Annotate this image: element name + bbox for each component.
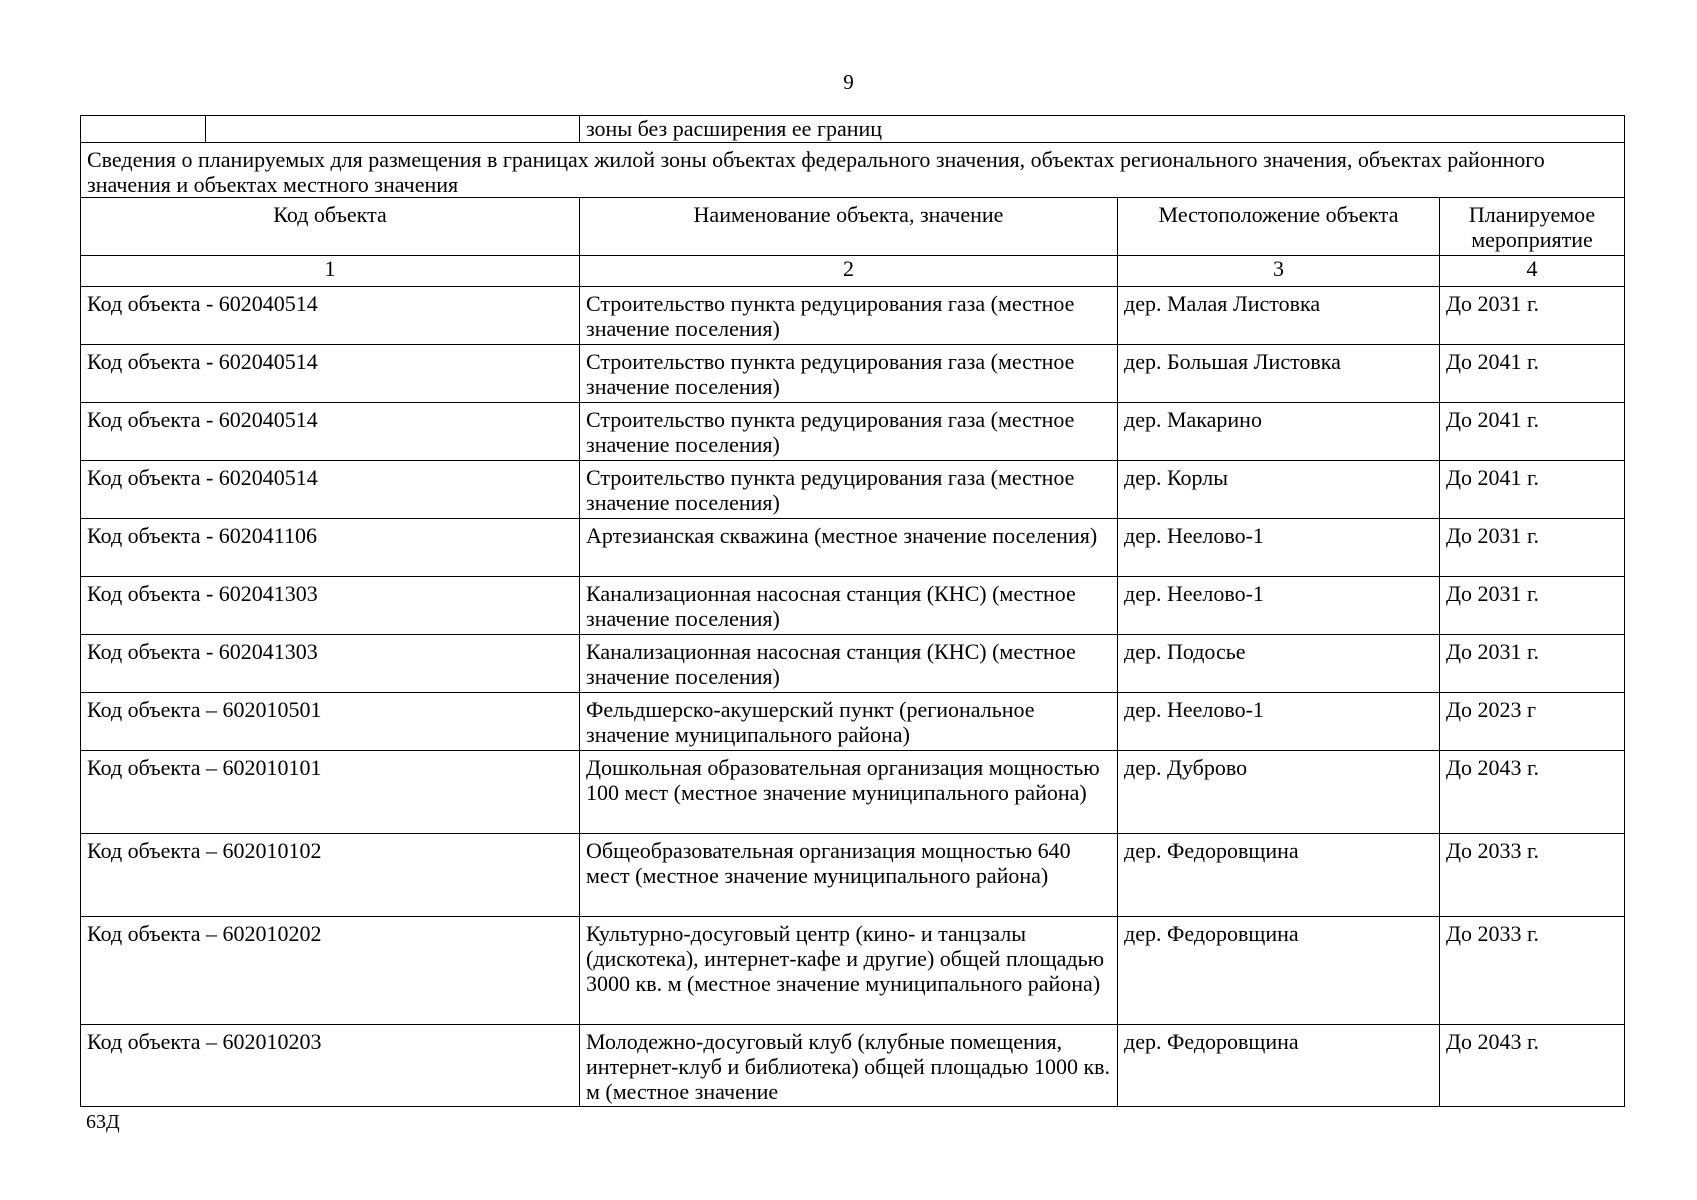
planned-objects-table: [80, 115, 1625, 1107]
object-event: До 2023 г: [1440, 693, 1625, 751]
object-location: дер. Федоровщина: [1118, 917, 1440, 1025]
column-numbers-row: [81, 256, 1625, 287]
object-code: Код объекта - 602040514: [81, 345, 580, 403]
table-row: [81, 917, 1625, 1025]
column-number: 2: [580, 256, 1118, 287]
object-name: Строительство пункта редуцирования газа (местное значение поселения): [580, 403, 1118, 461]
object-event: До 2031 г.: [1440, 635, 1625, 693]
table-row: [81, 635, 1625, 693]
object-code: Код объекта - 602041303: [81, 635, 580, 693]
table-row: [81, 751, 1625, 834]
object-location: дер. Дуброво: [1118, 751, 1440, 834]
table-row: [81, 461, 1625, 519]
header-row: [81, 198, 1625, 256]
object-name: Строительство пункта редуцирования газа (местное значение поселения): [580, 287, 1118, 345]
empty-cell: [81, 116, 206, 143]
object-event: До 2043 г.: [1440, 751, 1625, 834]
object-name: Канализационная насосная станция (КНС) (местное значение поселения): [580, 577, 1118, 635]
footer-code: 63Д: [86, 1111, 120, 1133]
object-name: Культурно-досуговый центр (кино- и танцзалы (дискотека), интернет-кафе и другие) общей площадью 3000 кв. м (местное значение муниципального района): [580, 917, 1118, 1025]
table-row: [81, 287, 1625, 345]
object-event: До 2043 г.: [1440, 1025, 1625, 1107]
table-row: [81, 834, 1625, 917]
object-code: Код объекта – 602010101: [81, 751, 580, 834]
object-event: До 2033 г.: [1440, 834, 1625, 917]
table-row: [81, 1025, 1625, 1107]
object-code: Код объекта – 602010203: [81, 1025, 580, 1107]
page-number: 9: [843, 70, 854, 94]
table-row: [81, 577, 1625, 635]
table-row: [81, 403, 1625, 461]
object-event: До 2031 г.: [1440, 287, 1625, 345]
object-code: Код объекта - 602041106: [81, 519, 580, 577]
object-location: дер. Неелово-1: [1118, 519, 1440, 577]
empty-cell: [206, 116, 580, 143]
header-code: Код объекта: [81, 198, 580, 256]
object-code: Код объекта - 602041303: [81, 577, 580, 635]
continuation-row: [81, 116, 1625, 143]
object-location: дер. Малая Листовка: [1118, 287, 1440, 345]
header-name: Наименование объекта, значение: [580, 198, 1118, 256]
object-location: дер. Корлы: [1118, 461, 1440, 519]
object-code: Код объекта - 602040514: [81, 287, 580, 345]
section-caption-row: [81, 143, 1625, 198]
column-number: 3: [1118, 256, 1440, 287]
object-name: Строительство пункта редуцирования газа (местное значение поселения): [580, 461, 1118, 519]
object-code: Код объекта – 602010202: [81, 917, 580, 1025]
object-name: Строительство пункта редуцирования газа (местное значение поселения): [580, 345, 1118, 403]
table-row: [81, 345, 1625, 403]
object-location: дер. Федоровщина: [1118, 834, 1440, 917]
object-location: дер. Макарино: [1118, 403, 1440, 461]
table-row: [81, 519, 1625, 577]
object-event: До 2041 г.: [1440, 461, 1625, 519]
object-location: дер. Неелово-1: [1118, 693, 1440, 751]
object-name: Молодежно-досуговый клуб (клубные помещения, интернет-клуб и библиотека) общей площадью 1000 кв. м (местное значение: [580, 1025, 1118, 1107]
object-location: дер. Неелово-1: [1118, 577, 1440, 635]
header-location: Местоположение объекта: [1118, 198, 1440, 256]
column-number: 1: [81, 256, 580, 287]
object-event: До 2033 г.: [1440, 917, 1625, 1025]
table-row: [81, 693, 1625, 751]
object-location: дер. Большая Листовка: [1118, 345, 1440, 403]
object-event: До 2041 г.: [1440, 403, 1625, 461]
object-name: Артезианская скважина (местное значение поселения): [580, 519, 1118, 577]
object-code: Код объекта – 602010501: [81, 693, 580, 751]
section-caption: Сведения о планируемых для размещения в границах жилой зоны объектах федерального значения, объектах регионального значения, объектах районного значения и объектах местного значения: [81, 143, 1625, 198]
object-name: Дошкольная образовательная организация мощностью 100 мест (местное значение муниципального района): [580, 751, 1118, 834]
object-name: Канализационная насосная станция (КНС) (местное значение поселения): [580, 635, 1118, 693]
column-number: 4: [1440, 256, 1625, 287]
object-code: Код объекта - 602040514: [81, 403, 580, 461]
object-event: До 2031 г.: [1440, 577, 1625, 635]
object-name: Фельдшерско-акушерский пункт (региональное значение муниципального района): [580, 693, 1118, 751]
object-event: До 2041 г.: [1440, 345, 1625, 403]
object-event: До 2031 г.: [1440, 519, 1625, 577]
object-location: дер. Федоровщина: [1118, 1025, 1440, 1107]
continuation-text: зоны без расширения ее границ: [580, 116, 1625, 143]
object-code: Код объекта – 602010102: [81, 834, 580, 917]
object-code: Код объекта - 602040514: [81, 461, 580, 519]
object-location: дер. Подосье: [1118, 635, 1440, 693]
header-event: Планируемое мероприятие: [1440, 198, 1625, 256]
object-name: Общеобразовательная организация мощностью 640 мест (местное значение муниципального района): [580, 834, 1118, 917]
